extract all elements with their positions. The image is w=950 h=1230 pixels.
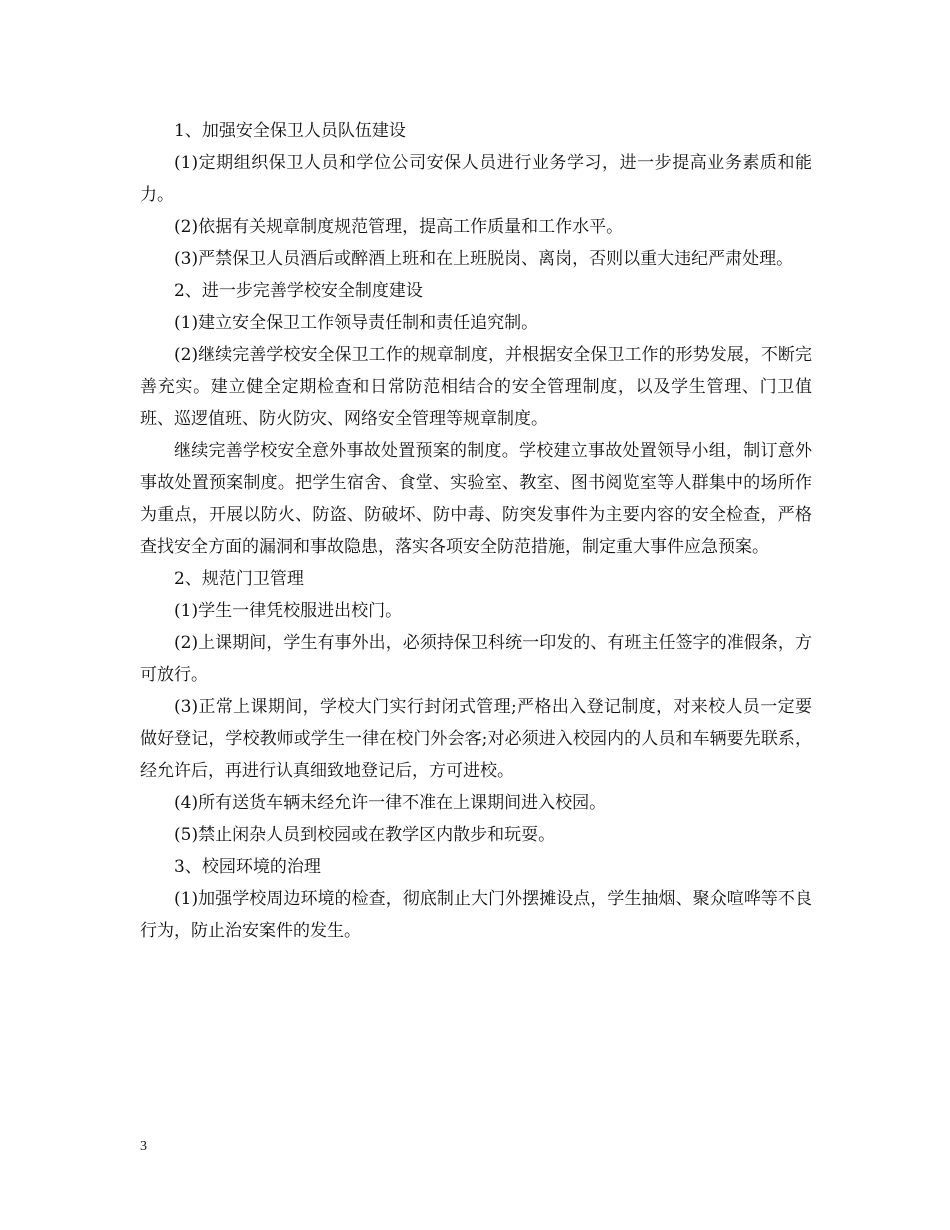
paragraph: (1)定期组织保卫人员和学位公司安保人员进行业务学习，进一步提高业务素质和能力。 <box>140 153 812 205</box>
paragraph: (2)上课期间，学生有事外出，必须持保卫科统一印发的、有班主任签字的准假条，方可放行。 <box>140 633 812 685</box>
paragraph: (1)建立安全保卫工作领导责任制和责任追究制。 <box>174 313 539 333</box>
document-body <box>140 115 812 947</box>
section-heading: 2、规范门卫管理 <box>174 569 304 589</box>
paragraph: (3)严禁保卫人员酒后或醉酒上班和在上班脱岗、离岗，否则以重大违纪严肃处理。 <box>174 249 794 269</box>
paragraph: (4)所有送货车辆未经允许一律不准在上课期间进入校园。 <box>174 793 607 813</box>
paragraph: (2)依据有关规章制度规范管理，提高工作质量和工作水平。 <box>174 217 624 237</box>
paragraph: (3)正常上课期间，学校大门实行封闭式管理;严格出入登记制度，对来校人员一定要做好登记，学校教师或学生一律在校门外会客;对必须进入校园内的人员和车辆要先联系，经允许后，再进行认真细致地登记后，方可进校。 <box>140 697 812 781</box>
section-heading: 2、进一步完善学校安全制度建设 <box>174 281 423 301</box>
paragraph: (1)加强学校周边环境的检查，彻底制止大门外摆摊设点，学生抽烟、聚众喧哗等不良行为，防止治安案件的发生。 <box>140 889 812 941</box>
paragraph: 继续完善学校安全意外事故处置预案的制度。学校建立事故处置领导小组，制订意外事故处置预案制度。把学生宿舍、食堂、实验室、教室、图书阅览室等人群集中的场所作为重点，开展以防火、防盗、防破坏、防中毒、防突发事件为主要内容的安全检查，严格查找安全方面的漏洞和事故隐患，落实各项安全防范措施，制定重大事件应急预案。 <box>140 441 812 557</box>
section-heading: 1、加强安全保卫人员队伍建设 <box>174 121 406 141</box>
paragraph: (5)禁止闲杂人员到校园或在教学区内散步和玩耍。 <box>174 825 556 845</box>
paragraph: (2)继续完善学校安全保卫工作的规章制度，并根据安全保卫工作的形势发展，不断完善充实。建立健全定期检查和日常防范相结合的安全管理制度，以及学生管理、门卫值班、巡逻值班、防火防灾、网络安全管理等规章制度。 <box>140 345 812 429</box>
page-number: 3 <box>140 1139 147 1154</box>
section-heading: 3、校园环境的治理 <box>174 857 321 877</box>
paragraph: (1)学生一律凭校服进出校门。 <box>174 601 403 621</box>
